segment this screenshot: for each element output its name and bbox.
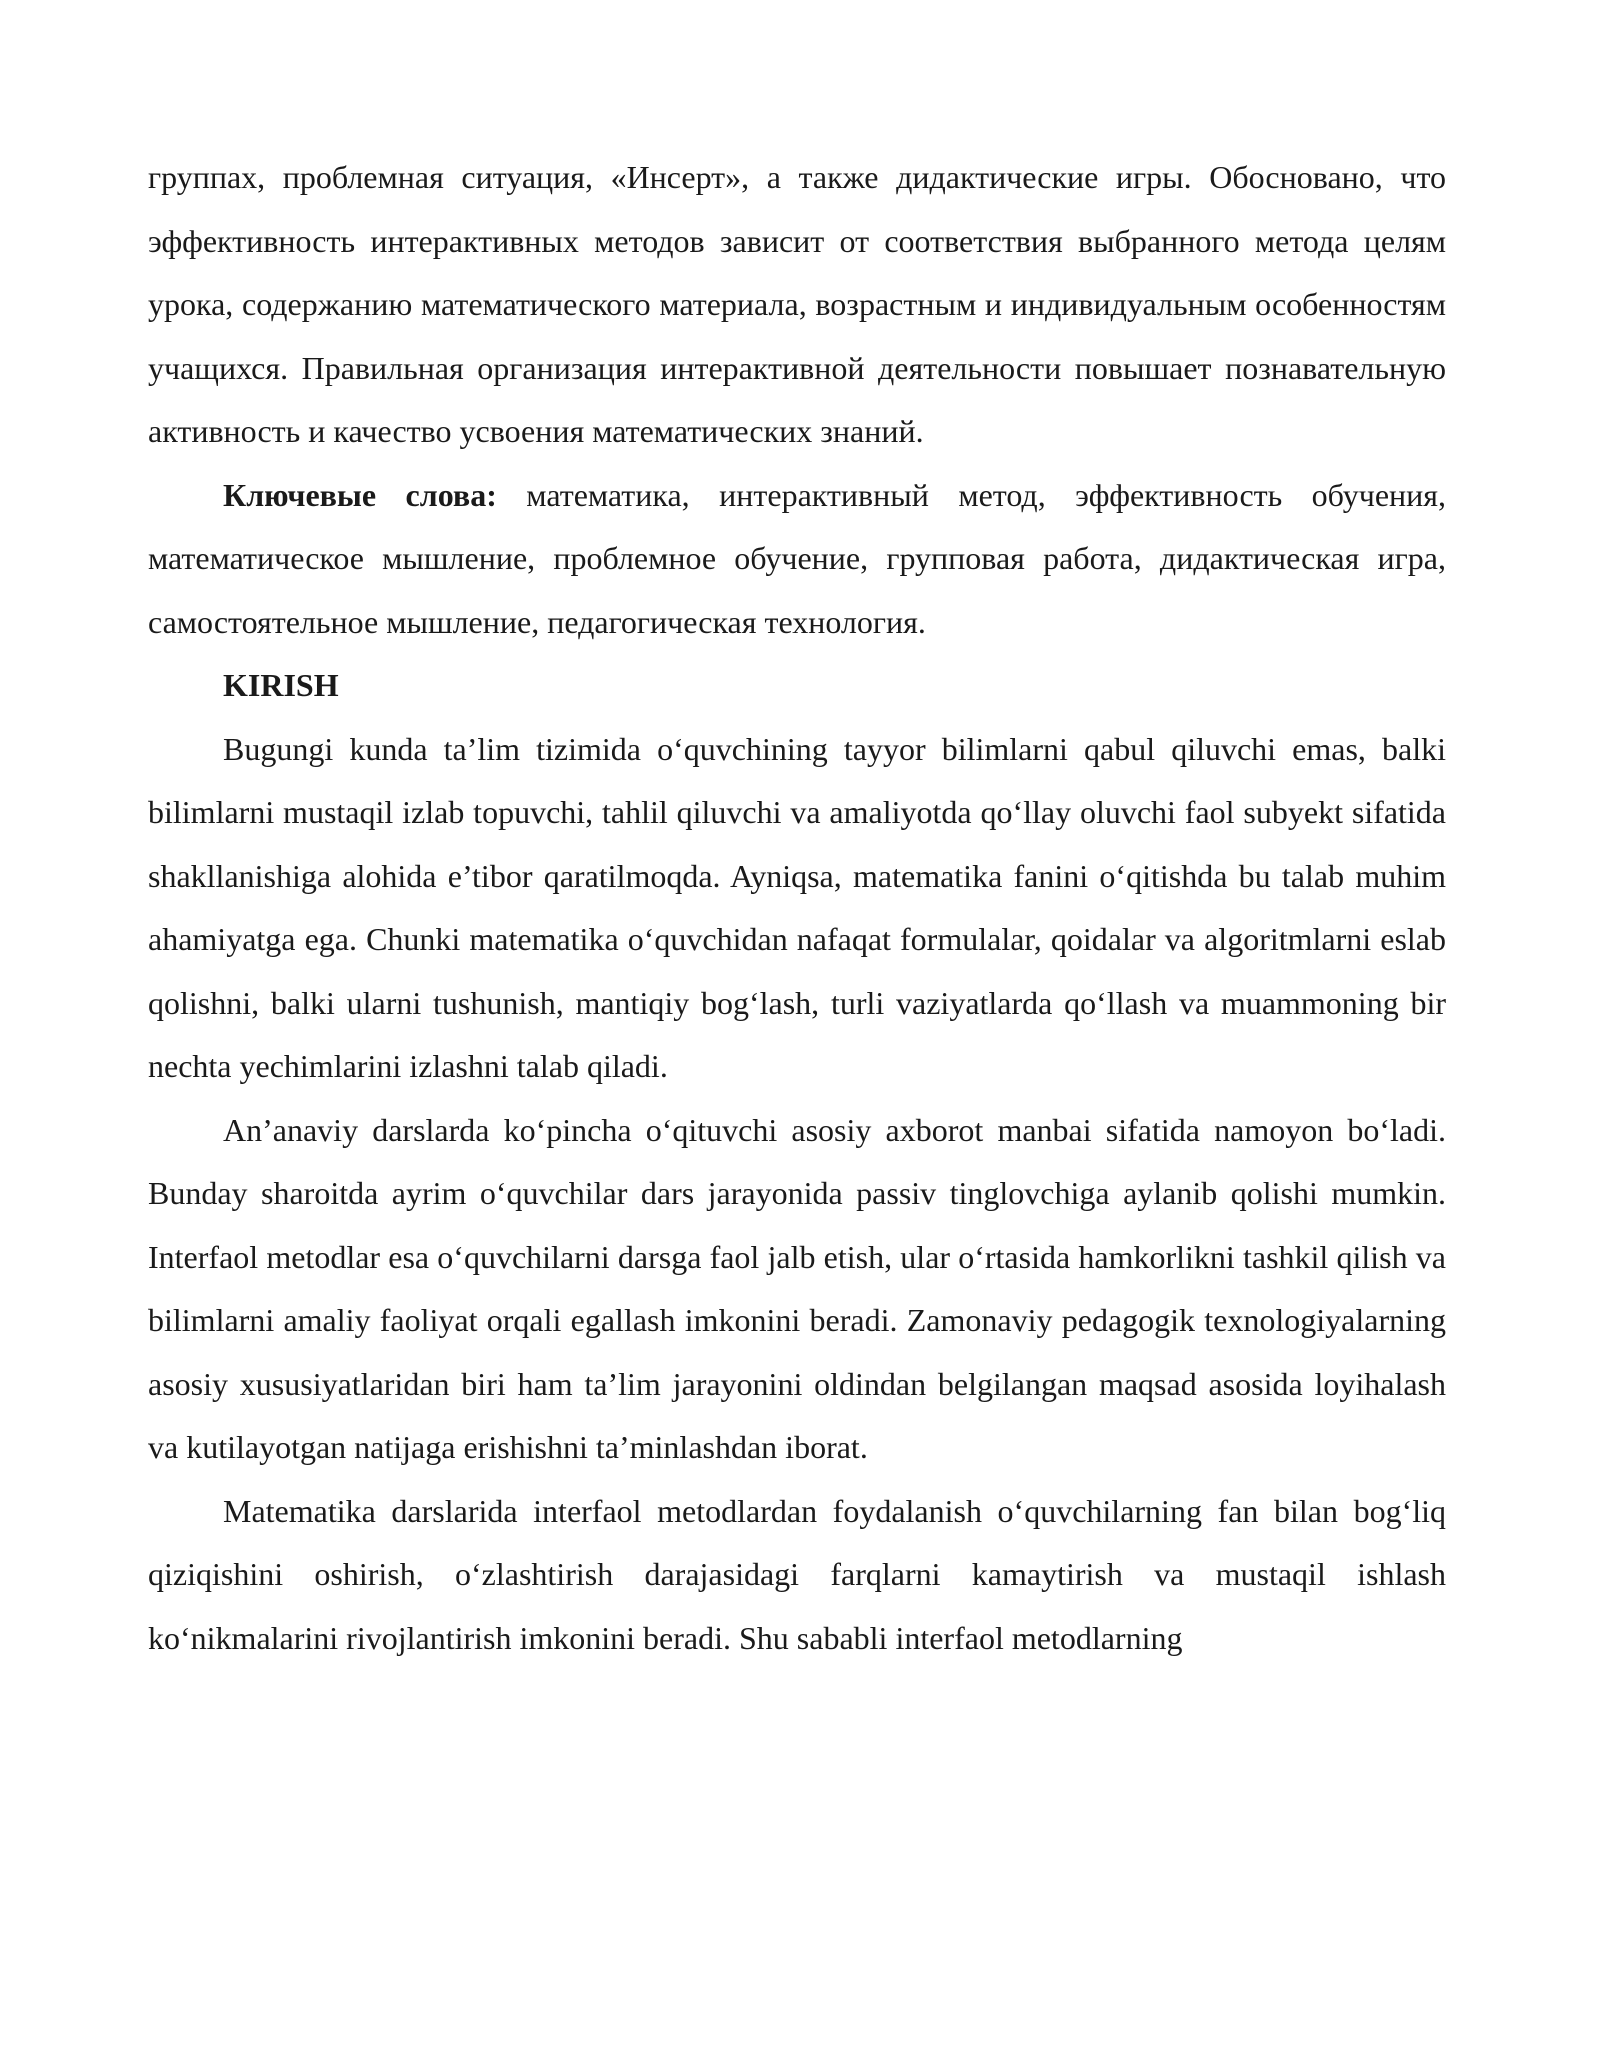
body-paragraph-1: Bugungi kunda ta’lim tizimida oʻquvchining tayyor bilimlarni qabul qiluvchi emas, balki bilimlarni mustaqil izlab topuvchi, tahlil qiluvchi va amaliyotda qoʻllay oluvchi faol subyekt sifatida shakllanishiga alohida e’tibor qaratilmoqda. Ayniqsa, matematika fanini oʻqitishda bu talab muhim ahamiyatga ega. Chunki matematika oʻquvchidan nafaqat formulalar, qoidalar va algoritmlarni eslab qolishni, balki ularni tushunish, mantiqiy bogʻlash, turli vaziyatlarda qoʻllash va muammoning bir nechta yechimlarini izlashni talab qiladi. — [148, 730, 1446, 1084]
body-paragraph-3: Matematika darslarida interfaol metodlardan foydalanish oʻquvchilarning fan bilan bogʻliq qiziqishini oshirish, oʻzlashtirish darajasidagi farqlarni kamaytirish va mustaqil ishlash koʻnikmalarini rivojlantirish imkonini beradi. Shu sababli interfaol metodlarning — [148, 1492, 1446, 1656]
keywords-label: Ключевые слова: — [223, 476, 497, 513]
abstract-paragraph: группах, проблемная ситуация, «Инсерт», а также дидактические игры. Обосновано, что эффективность интерактивных методов зависит от соответствия выбранного метода целям урока, содержанию математического материала, возрастным и индивидуальным особенностям учащихся. Правильная организация интерактивной деятельности повышает познавательную активность и качество усвоения математических знаний. — [148, 159, 1446, 449]
section-heading: KIRISH — [223, 667, 339, 703]
keywords-text: математика, интерактивный метод, эффективность обучения, математическое мышление, проблемное обучение, групповая работа, дидактическая игра, самостоятельное мышление, педагогическая технология. — [148, 476, 1447, 640]
keywords-paragraph — [148, 464, 1446, 655]
body-paragraph-2: An’anaviy darslarda koʻpincha oʻqituvchi asosiy axborot manbai sifatida namoyon boʻladi. Bunday sharoitda ayrim oʻquvchilar dars jarayonida passiv tinglovchiga aylanib qolishi mumkin. Interfaol metodlar esa oʻquvchilarni darsga faol jalb etish, ular oʻrtasida hamkorlikni tashkil qilish va bilimlarni amaliy faoliyat orqali egallash imkonini beradi. Zamonaviy pedagogik texnologiyalarning asosiy xususiyatlaridan biri ham ta’lim jarayonini oldindan belgilangan maqsad asosida loyihalash va kutilayotgan natijaga erishishni ta’minlashdan iborat. — [148, 1111, 1446, 1465]
document-page — [148, 146, 1446, 1670]
